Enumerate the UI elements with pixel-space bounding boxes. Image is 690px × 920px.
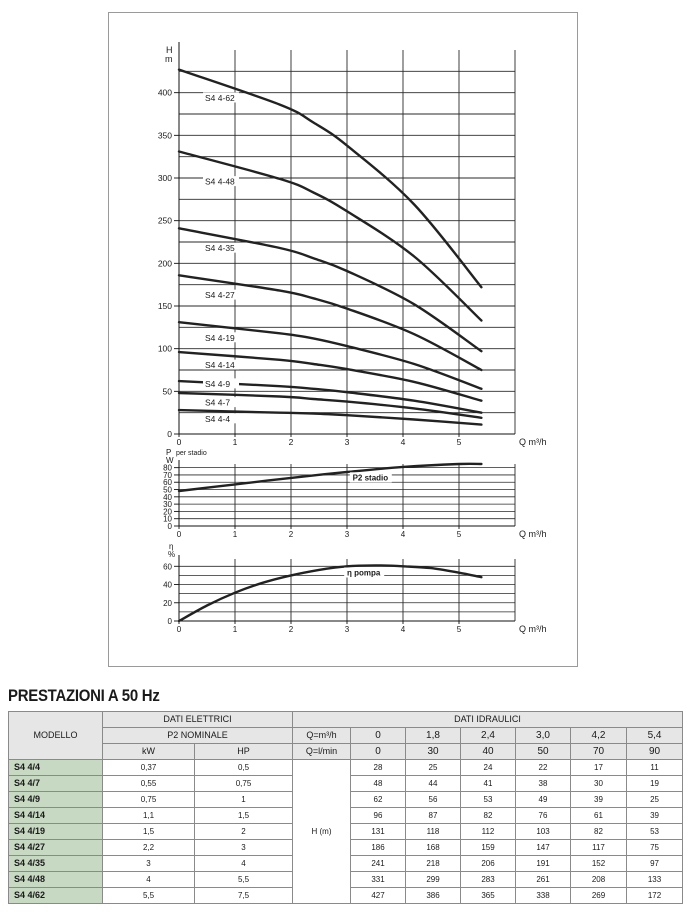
head-value-cell: 25: [627, 792, 683, 808]
hydraulic-header: DATI IDRAULICI: [293, 712, 683, 728]
chart1-y-unit: m: [165, 54, 173, 64]
h-label-cell: H (m): [293, 760, 351, 904]
kw-cell: 0,37: [103, 760, 195, 776]
q-m3h-value: 3,0: [516, 728, 571, 744]
chart1-y-tick-label: 350: [157, 130, 172, 141]
chart1-y-tick-label: 250: [157, 215, 172, 226]
chart3-y-tick-label: 40: [163, 580, 172, 590]
kw-cell: 3: [103, 856, 195, 872]
chart1-x-tick-label: 3: [344, 437, 350, 447]
head-value-cell: 24: [461, 760, 516, 776]
chart2-x-tick-label: 2: [288, 530, 294, 539]
head-value-cell: 19: [627, 776, 683, 792]
chart1-y-tick-label: 50: [162, 386, 172, 397]
chart2-x-tick-label: 0: [176, 530, 182, 539]
chart1-series-label: S4 4-9: [205, 378, 231, 389]
hp-cell: 1,5: [195, 808, 293, 824]
chart3-x-tick-label: 4: [400, 625, 406, 634]
head-value-cell: 56: [406, 792, 461, 808]
head-value-cell: 103: [516, 824, 571, 840]
chart2-y-tick-label: 40: [163, 492, 172, 502]
chart1-series-label: S4 4-48: [205, 176, 235, 187]
chart3-y-unit: %: [168, 550, 176, 559]
chart2-y-tick-label: 0: [167, 522, 172, 531]
head-value-cell: 152: [571, 856, 627, 872]
kw-cell: 5,5: [103, 888, 195, 904]
head-value-cell: 172: [627, 888, 683, 904]
q-lmin-value: 90: [627, 744, 683, 760]
chart1-series-label: S4 4-14: [205, 360, 235, 371]
chart1-y-tick-label: 100: [157, 343, 172, 354]
hp-cell: 4: [195, 856, 293, 872]
chart1-x-axis-label: Q m³/h: [519, 437, 547, 447]
chart2-y-tick-label: 60: [163, 478, 172, 488]
model-cell: S4 4/35: [9, 856, 103, 872]
model-cell: S4 4/7: [9, 776, 103, 792]
head-value-cell: 206: [461, 856, 516, 872]
chart2-x-tick-label: 1: [232, 530, 238, 539]
chart1-x-tick-label: 0: [176, 437, 182, 447]
model-cell: S4 4/19: [9, 824, 103, 840]
head-value-cell: 112: [461, 824, 516, 840]
chart2-series-label: P2 stadio: [352, 473, 389, 483]
head-value-cell: 75: [627, 840, 683, 856]
head-value-cell: 44: [406, 776, 461, 792]
chart1-x-tick-label: 5: [456, 437, 462, 447]
kw-cell: 2,2: [103, 840, 195, 856]
head-value-cell: 87: [406, 808, 461, 824]
model-cell: S4 4/4: [9, 760, 103, 776]
chart3-x-axis-label: Q m³/h: [519, 624, 547, 634]
chart1-x-tick-label: 1: [232, 437, 238, 447]
head-value-cell: 147: [516, 840, 571, 856]
q-lmin-value: 50: [516, 744, 571, 760]
head-value-cell: 25: [406, 760, 461, 776]
head-value-cell: 118: [406, 824, 461, 840]
q-m3h-value: 4,2: [571, 728, 627, 744]
head-value-cell: 41: [461, 776, 516, 792]
hp-cell: 7,5: [195, 888, 293, 904]
chart2-y-tick-label: 50: [163, 485, 172, 495]
chart2-y-unit: W: [166, 456, 174, 465]
q-m3h-value: 0: [351, 728, 406, 744]
head-value-cell: 17: [571, 760, 627, 776]
model-cell: S4 4/48: [9, 872, 103, 888]
head-value-cell: 117: [571, 840, 627, 856]
hp-header: HP: [195, 744, 293, 760]
head-value-cell: 208: [571, 872, 627, 888]
hp-cell: 0,5: [195, 760, 293, 776]
hp-cell: 5,5: [195, 872, 293, 888]
chart2-y-tick-label: 20: [163, 507, 172, 517]
head-value-cell: 82: [461, 808, 516, 824]
q-m3h-value: 2,4: [461, 728, 516, 744]
head-value-cell: 38: [516, 776, 571, 792]
head-value-cell: 283: [461, 872, 516, 888]
q-lmin-label: Q=l/min: [293, 744, 351, 760]
model-cell: S4 4/14: [9, 808, 103, 824]
p2-header: P2 NOMINALE: [103, 728, 293, 744]
electric-header: DATI ELETTRICI: [103, 712, 293, 728]
hp-cell: 0,75: [195, 776, 293, 792]
chart3-y-tick-label: 0: [167, 617, 172, 626]
chart1-series-label: S4 4-35: [205, 243, 235, 254]
head-value-cell: 97: [627, 856, 683, 872]
q-m3h-value: 1,8: [406, 728, 461, 744]
chart2-y-tick-label: 10: [163, 514, 172, 524]
head-value-cell: 62: [351, 792, 406, 808]
hp-cell: 3: [195, 840, 293, 856]
head-value-cell: 82: [571, 824, 627, 840]
pump-curves-panel: [108, 12, 578, 667]
chart2-x-tick-label: 4: [400, 530, 406, 539]
kw-cell: 1,1: [103, 808, 195, 824]
q-lmin-value: 70: [571, 744, 627, 760]
chart2-x-tick-label: 5: [456, 530, 462, 539]
chart3-y-tick-label: 60: [163, 562, 172, 572]
chart3-x-tick-label: 5: [456, 625, 462, 634]
kw-cell: 4: [103, 872, 195, 888]
hp-cell: 1: [195, 792, 293, 808]
head-value-cell: 159: [461, 840, 516, 856]
head-value-cell: 133: [627, 872, 683, 888]
table-title: PRESTAZIONI A 50 Hz: [8, 686, 160, 705]
head-value-cell: 53: [461, 792, 516, 808]
head-value-cell: 269: [571, 888, 627, 904]
head-value-cell: 186: [351, 840, 406, 856]
head-value-cell: 39: [627, 808, 683, 824]
head-value-cell: 191: [516, 856, 571, 872]
chart3-series-label: η pompa: [347, 568, 381, 578]
chart1-y-tick-label: 150: [157, 301, 172, 311]
head-value-cell: 386: [406, 888, 461, 904]
chart1-y-tick-label: 0: [167, 429, 172, 439]
kw-header: kW: [103, 744, 195, 760]
q-lmin-value: 0: [351, 744, 406, 760]
hp-cell: 2: [195, 824, 293, 840]
head-value-cell: 76: [516, 808, 571, 824]
chart3-x-tick-label: 1: [232, 625, 238, 634]
model-header: MODELLO: [9, 712, 103, 760]
chart2-y-tick-label: 80: [163, 463, 172, 473]
chart1-y-symbol: H: [166, 45, 173, 55]
chart1-series-label: S4 4-62: [205, 92, 235, 103]
chart2-x-tick-label: 3: [344, 530, 350, 539]
chart3-series-line: [179, 565, 481, 621]
kw-cell: 1,5: [103, 824, 195, 840]
chart3-x-tick-label: 0: [176, 625, 182, 634]
chart1-x-tick-label: 4: [400, 437, 406, 447]
chart1-x-tick-label: 2: [288, 437, 294, 447]
chart1-series-label: S4 4-19: [205, 332, 235, 343]
chart3-x-tick-label: 2: [288, 625, 294, 634]
head-value-cell: 261: [516, 872, 571, 888]
chart2-y-tick-label: 30: [163, 500, 172, 510]
head-value-cell: 241: [351, 856, 406, 872]
head-value-cell: 30: [571, 776, 627, 792]
head-value-cell: 48: [351, 776, 406, 792]
head-value-cell: 22: [516, 760, 571, 776]
chart1-y-tick-label: 400: [157, 87, 172, 98]
chart2-y-tick-label: 70: [163, 470, 172, 480]
kw-cell: 0,55: [103, 776, 195, 792]
head-value-cell: 96: [351, 808, 406, 824]
pump-curves-chart: [109, 13, 579, 668]
model-cell: S4 4/27: [9, 840, 103, 856]
model-cell: S4 4/9: [9, 792, 103, 808]
chart3-x-tick-label: 3: [344, 625, 350, 634]
chart1-series-label: S4 4-7: [205, 397, 231, 408]
chart1-series-label: S4 4-4: [205, 413, 231, 424]
chart1-y-tick-label: 300: [157, 173, 172, 183]
head-value-cell: 331: [351, 872, 406, 888]
head-value-cell: 218: [406, 856, 461, 872]
head-value-cell: 61: [571, 808, 627, 824]
chart1-series-label: S4 4-27: [205, 290, 235, 301]
head-value-cell: 53: [627, 824, 683, 840]
head-value-cell: 28: [351, 760, 406, 776]
chart3-y-symbol: η: [169, 542, 174, 551]
head-value-cell: 338: [516, 888, 571, 904]
q-m3h-label: Q=m³/h: [293, 728, 351, 744]
head-value-cell: 11: [627, 760, 683, 776]
q-lmin-value: 30: [406, 744, 461, 760]
performance-table: [8, 711, 683, 904]
head-value-cell: 131: [351, 824, 406, 840]
chart1-y-tick-label: 200: [157, 258, 172, 269]
chart2-x-axis-label: Q m³/h: [519, 529, 547, 539]
chart3-y-tick-label: 20: [163, 598, 172, 608]
chart2-y-symbol: P: [166, 448, 172, 457]
q-lmin-value: 40: [461, 744, 516, 760]
kw-cell: 0,75: [103, 792, 195, 808]
model-cell: S4 4/62: [9, 888, 103, 904]
q-m3h-value: 5,4: [627, 728, 683, 744]
head-value-cell: 49: [516, 792, 571, 808]
head-value-cell: 427: [351, 888, 406, 904]
head-value-cell: 168: [406, 840, 461, 856]
head-value-cell: 299: [406, 872, 461, 888]
head-value-cell: 39: [571, 792, 627, 808]
table-row: [9, 760, 683, 776]
chart2-y-caption: per stadio: [176, 450, 207, 457]
head-value-cell: 365: [461, 888, 516, 904]
